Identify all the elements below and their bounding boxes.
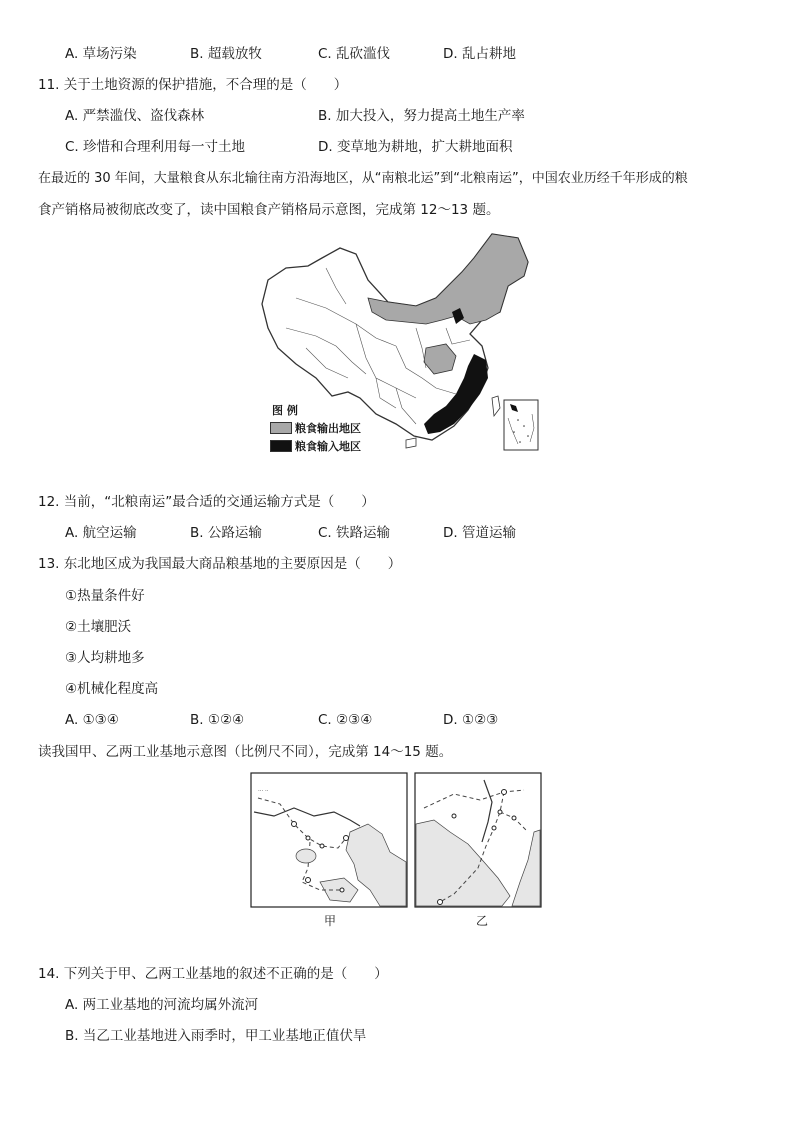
export-region-northeast <box>368 234 528 324</box>
q11-option-b: B. 加大投入，努力提高土地生产率 <box>318 108 525 124</box>
intro-paragraph-line2: 食产销格局被彻底改变了，读中国粮食产销格局示意图，完成第 12～13 题。 <box>38 202 500 218</box>
q12-stem: 12. 当前，“北粮南运”最合适的交通运输方式是（ ） <box>38 494 375 510</box>
q13-option-a: A. ①③④ <box>65 712 119 728</box>
q13-option-c: C. ②③④ <box>318 712 373 728</box>
map-yi-graphic <box>414 772 542 910</box>
legend-import-swatch <box>270 440 292 452</box>
intro-paragraph-line1: 在最近的 30 年间，大量粮食从东北输往南方沿海地区，从“南粮北运”到“北粮南运”，中国农业历经千年形成的粮 <box>38 171 688 186</box>
q13-stem: 13. 东北地区成为我国最大商品粮基地的主要原因是（ ） <box>38 556 402 572</box>
intro2-paragraph: 读我国甲、乙两工业基地示意图（比例尺不同），完成第 14～15 题。 <box>38 744 453 760</box>
q13-item-1: ①热量条件好 <box>65 588 145 604</box>
q12-option-d: D. 管道运输 <box>443 525 516 541</box>
hainan-island <box>406 438 416 448</box>
taiwan-island <box>492 396 500 416</box>
q14-option-b: B. 当乙工业基地进入雨季时，甲工业基地正值伏旱 <box>65 1028 367 1044</box>
q11-option-d: D. 变草地为耕地，扩大耕地面积 <box>318 139 513 155</box>
map-legend <box>270 402 361 454</box>
q10-option-c: C. 乱砍滥伐 <box>318 46 391 62</box>
q13-item-3: ③人均耕地多 <box>65 650 145 666</box>
q13-item-2: ②土壤肥沃 <box>65 619 132 635</box>
q10-option-b: B. 超载放牧 <box>190 46 262 62</box>
map-jia-caption: 甲 <box>324 914 337 928</box>
q11-stem: 11. 关于土地资源的保护措施，不合理的是（ ） <box>38 77 348 93</box>
q11-option-c: C. 珍惜和合理利用每一寸土地 <box>65 139 246 155</box>
legend-title: 图 例 <box>272 404 298 417</box>
legend-import-row <box>270 438 361 454</box>
q11-option-a: A. 严禁滥伐、盗伐森林 <box>65 108 205 124</box>
south-china-sea-inset <box>504 400 538 450</box>
q12-option-a: A. 航空运输 <box>65 525 137 541</box>
industrial-base-map-jia <box>250 772 410 928</box>
q14-option-a: A. 两工业基地的河流均属外流河 <box>65 997 259 1013</box>
legend-export-row <box>270 420 361 436</box>
q13-option-d: D. ①②③ <box>443 712 499 728</box>
q13-item-4: ④机械化程度高 <box>65 681 159 697</box>
legend-export-swatch <box>270 422 292 434</box>
q12-option-c: C. 铁路运输 <box>318 525 391 541</box>
industrial-base-map-yi <box>414 772 542 928</box>
svg-text:··· ··: ··· ·· <box>258 788 269 794</box>
china-grain-map <box>256 228 540 454</box>
q13-option-b: B. ①②④ <box>190 712 245 728</box>
q10-option-a: A. 草场污染 <box>65 46 137 62</box>
map-yi-caption: 乙 <box>476 914 489 928</box>
legend-import-label: 粮食输入地区 <box>295 440 361 453</box>
q14-stem: 14. 下列关于甲、乙两工业基地的叙述不正确的是（ ） <box>38 966 388 982</box>
map-jia-graphic <box>250 772 410 910</box>
q10-option-d: D. 乱占耕地 <box>443 46 516 62</box>
q12-option-b: B. 公路运输 <box>190 525 262 541</box>
legend-export-label: 粮食输出地区 <box>295 422 361 435</box>
